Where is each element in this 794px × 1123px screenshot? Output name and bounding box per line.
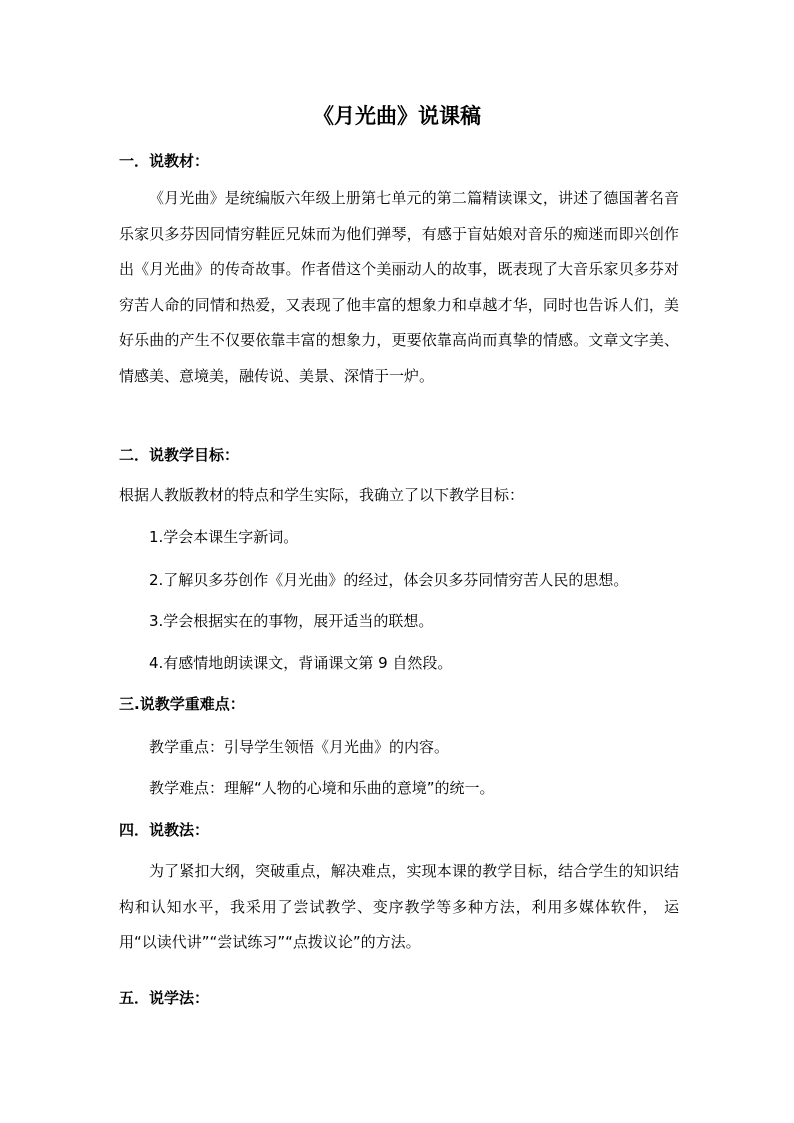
section-heading-learning-methods: 五．说学法：: [119, 989, 210, 1007]
section-heading-key-points: 三.说教学重难点：: [119, 695, 245, 713]
teaching-goal-item: 1.学会本课生字新词。: [149, 528, 299, 546]
teaching-goal-item: 3.学会根据实在的事物，展开适当的联想。: [149, 612, 434, 630]
section-paragraph-teaching-material: 《月光曲》是统编版六年级上册第七单元的第二篇精读课文，讲述了德国著名音乐家贝多芬因同情穷鞋匠兄妹而为他们弹琴，有感于盲姑娘对音乐的痴迷而即兴创作出《月光曲》的传奇故事。作者借这个美丽动人的故事，既表现了大音乐家贝多芬对穷苦人命的同情和热爱，又表现了他丰富的想象力和卓越才华，同时也告诉人们，美好乐曲的产生不仅要依靠丰富的想象力，更要依靠高尚而真挚的情感。文章文字美、情感美、意境美，融传说、美景、深情于一炉。: [119, 189, 679, 385]
teaching-goals-intro: 根据人教版教材的特点和学生实际，我确立了以下教学目标：: [119, 486, 525, 504]
section-heading-teaching-material: 一．说教材：: [119, 152, 210, 170]
section-heading-teaching-goals: 二．说教学目标：: [119, 446, 240, 464]
teaching-goal-item: 4.有感情地朗读课文，背诵课文第 9 自然段。: [149, 654, 453, 672]
section-heading-teaching-methods: 四．说教法：: [119, 821, 210, 839]
document-title: 《月光曲》说课稿: [313, 104, 481, 128]
difficult-point-text: 教学难点：理解“人物的心境和乐曲的意境”的统一。: [149, 779, 495, 797]
teaching-goal-item: 2.了解贝多芬创作《月光曲》的经过，体会贝多芬同情穷苦人民的思想。: [149, 571, 629, 589]
section-paragraph-teaching-methods: 为了紧扣大纲，突破重点，解决难点，实现本课的教学目标，结合学生的知识结构和认知水平，我采用了尝试教学、变序教学等多种方法，利用多媒体软件， 运用“以读代讲”“尝试练习”“点拨议论”的方法。: [119, 862, 679, 951]
key-point-text: 教学重点：引导学生领悟《月光曲》的内容。: [149, 738, 450, 756]
